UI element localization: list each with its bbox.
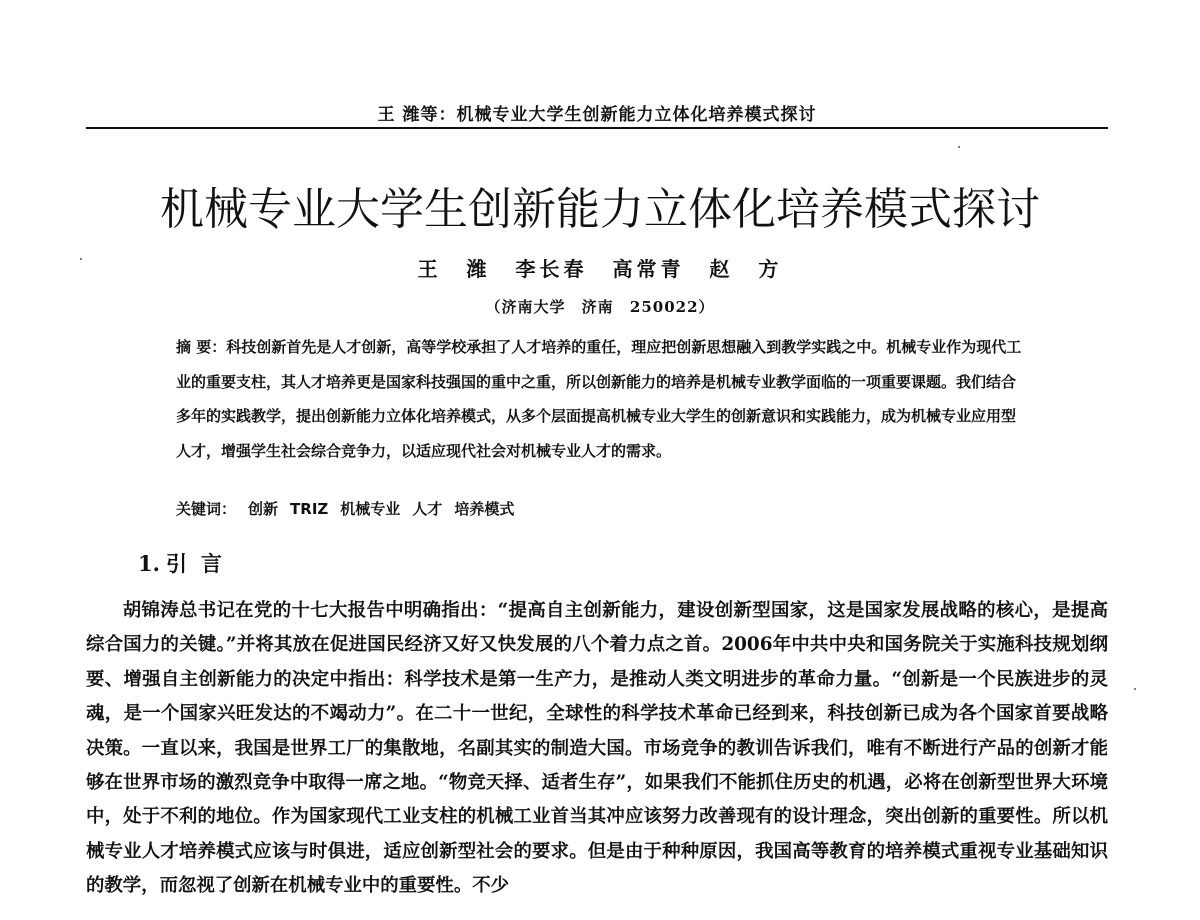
abstract-paragraph xyxy=(176,330,1026,468)
scan-speck xyxy=(1134,688,1136,690)
keyword: 培养模式 xyxy=(454,500,515,518)
section-title: 引言 xyxy=(165,551,236,576)
keyword: 机械专业 xyxy=(340,500,401,518)
scan-speck xyxy=(958,146,960,148)
body-paragraph: 胡锦涛总书记在党的十七大报告中明确指出：“提高自主创新能力，建设创新型国家，这是国家发展战略的核心，是提高综合国力的关键。”并将其放在促进国民经济又好又快发展的八个着力点之首。2006年中共中央和国务院关于实施科技规划纲要、增强自主创新能力的决定中指出：科学技术是第一生产力，是推动人类文明进步的革命力量。“创新是一个民族进步的灵魂，是一个国家兴旺发达的不竭动力”。在二十一世纪，全球性的科学技术革命已经到来，科技创新已成为各个国家首要战略决策。一直以来，我国是世界工厂的集散地，名副其实的制造大国。市场竞争的教训告诉我们，唯有不断进行产品的创新才能够在世界市场的激烈竞争中取得一席之地。“物竞天择、适者生存”，如果我们不能抓住历史的机遇，必将在创新型世界大环境中，处于不利的地位。作为国家现代工业支柱的机械工业首当其冲应该努力改善现有的设计理念，突出创新的重要性。所以机械专业人才培养模式应该与时俱进，适应创新型社会的要求。但是由于种种原因，我国高等教育的培养模式重视专业基础知识的教学，而忽视了创新在机械专业中的重要性。不少 xyxy=(86,600,1108,897)
section-heading xyxy=(138,548,236,578)
author-list: 王 潍 李长春 高常青 赵 方 xyxy=(417,257,783,281)
abstract-text: 科技创新首先是人才创新，高等学校承担了人才培养的重任，理应把创新思想融入到教学实践之中。机械专业作为现代工业的重要支柱，其人才培养更是国家科技强国的重中之重，所以创新能力的培养是机械专业教学面临的一项重要课题。我们结合多年的实践教学，提出创新能力立体化培养模式，从多个层面提高机械专业大学生的创新意识和实践能力，成为机械专业应用型人才，增强学生社会综合竞争力，以适应现代社会对机械专业人才的需求。 xyxy=(176,338,1022,460)
keyword: TRIZ xyxy=(290,500,329,518)
keyword: 创新 xyxy=(248,500,279,518)
keywords-label: 关键词： xyxy=(176,500,237,518)
keyword: 人才 xyxy=(412,500,443,518)
section-number: 1. xyxy=(138,551,160,576)
paper-title: 机械专业大学生创新能力立体化培养模式探讨 xyxy=(160,184,1040,235)
running-head: 王 潍等：机械专业大学生创新能力立体化培养模式探讨 xyxy=(377,105,817,125)
header-rule xyxy=(86,127,1108,129)
keywords xyxy=(176,498,514,519)
affiliation: （济南大学 济南 250022） xyxy=(485,298,715,316)
body-text xyxy=(86,594,1108,904)
scan-speck xyxy=(80,258,82,260)
abstract-label: 摘 要： xyxy=(176,338,227,356)
abstract xyxy=(176,330,1026,468)
